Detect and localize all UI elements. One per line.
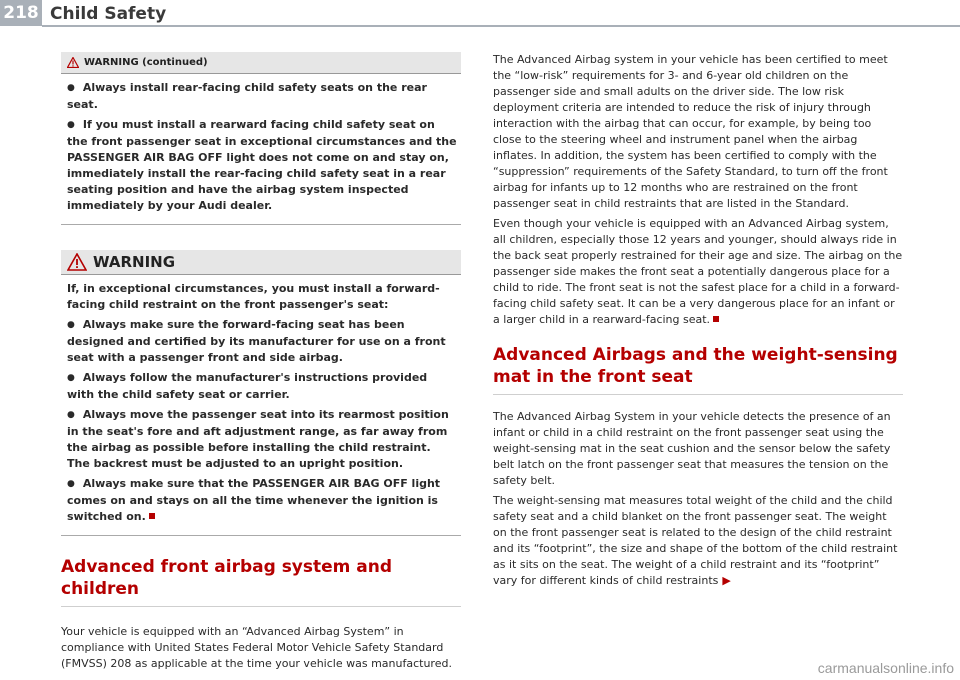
- warning-title: WARNING: [93, 253, 176, 271]
- warning-triangle-icon: [67, 57, 79, 68]
- section-heading-advanced-front-airbag: Advanced front airbag system and children: [61, 556, 461, 607]
- continue-arrow-icon: ▶: [722, 574, 731, 587]
- paragraph: The Advanced Airbag system in your vehicle has been certified to meet the “low-risk” requirements for 3- and 6-year old children on the passenger side and small adults on the driver side. The low risk deployment criteria are intended to reduce the risk of injury through interaction with the airbag that can occur, for example, by being too close to the steering wheel and instrument panel when the airbag inflates. In addition, the system has been certified to comply with the “suppression” requirements of the Safety Standard, to turn off the front airbag for infants up to 12 months who are restrained on the front passenger seat in child restraints that are listed in the Standard.: [493, 53, 888, 210]
- heading-wrap: [493, 344, 903, 395]
- paragraph-text: The weight-sensing mat measures total weight of the child and the child safety seat and a child blanket on the front passenger seat. The weight on the front passenger seat is related to the design of the child restraint and its “footprint”, the size and shape of the bottom of the child restraint as it sits on the seat. The weight of a child restraint and its “footprint” vary for different kinds of child restraints: [493, 494, 898, 587]
- paragraph-with-end-mark: [493, 216, 903, 328]
- warning-item-last: [67, 476, 457, 525]
- paragraph: The Advanced Airbag System in your vehicle detects the presence of an infant or child in a child restraint on the front passenger seat using the weight-sensing mat in the seat cushion and the sensor below the safety belt latch on the front passenger seat that measures the tension on the safety belt.: [493, 410, 891, 487]
- warning-box: [61, 250, 461, 536]
- warning-body: [61, 274, 461, 535]
- warning-intro: If, in exceptional circumstances, you must install a forward-facing child restraint on the front passenger's seat:: [67, 282, 440, 311]
- warning-item: ● Always follow the manufacturer's instructions provided with the child safety seat or carrier.: [67, 370, 457, 403]
- warning-continued-item: ● If you must install a rearward facing child safety seat on the front passenger seat in exceptional circumstances and the PASSENGER AIR BAG OFF light does not come on and stay on, immediately install the rear-facing child safety seat in a rear seating position and have the airbag system inspected immediately by your Audi dealer.: [67, 117, 457, 214]
- warning-continued-body: [61, 73, 461, 224]
- left-column: [61, 52, 461, 676]
- watermark: carmanualsonline.info: [817, 660, 954, 676]
- warning-continued-item: ● Always install rear-facing child safety seats on the rear seat.: [67, 80, 457, 113]
- paragraph-continued: [493, 493, 903, 589]
- header-rule: [42, 25, 960, 27]
- warning-item: ● Always move the passenger seat into its rearmost position in the seat's fore and aft adjustment range, as far away from the airbag as possible before installing the child restraint. The backrest must be adjusted to an upright position.: [67, 407, 457, 472]
- warning-header: [61, 250, 461, 274]
- warning-continued-title: WARNING (continued): [84, 57, 208, 68]
- paragraph-text: Even though your vehicle is equipped with an Advanced Airbag system, all children, especially those 12 years and younger, should always ride in the back seat properly restrained for their age and size. The airbag on the passenger side makes the front seat a potentially dangerous place for a child to ride. The front seat is not the safest place for a child in a forward-facing child safety seat. It can be a very dangerous place for an infant or a larger child in a rearward-facing seat.: [493, 217, 903, 326]
- page-number: 218: [0, 0, 42, 26]
- warning-item: ● Always make sure the forward-facing seat has been designed and certified by its manufacturer for use on a front seat with a passenger front and side airbag.: [67, 317, 457, 366]
- warning-continued-box: [61, 52, 461, 225]
- paragraph: Your vehicle is equipped with an “Advanced Airbag System” in compliance with United States Federal Motor Vehicle Safety Standard (FMVSS) 208 as applicable at the time your vehicle was manufactured.: [61, 625, 452, 670]
- warning-item-text: Always make sure that the PASSENGER AIR BAG OFF light comes on and stays on all the time whenever the ignition is switched on.: [67, 477, 441, 523]
- warning-triangle-icon: [67, 253, 87, 271]
- end-of-section-icon: [713, 316, 719, 322]
- warning-continued-header: [61, 52, 461, 73]
- right-column: [493, 52, 903, 593]
- end-of-section-icon: [149, 513, 155, 519]
- section-heading-weight-sensing-mat: Advanced Airbags and the weight-sensing mat in the front seat: [493, 344, 903, 395]
- section-title: Child Safety: [50, 4, 167, 24]
